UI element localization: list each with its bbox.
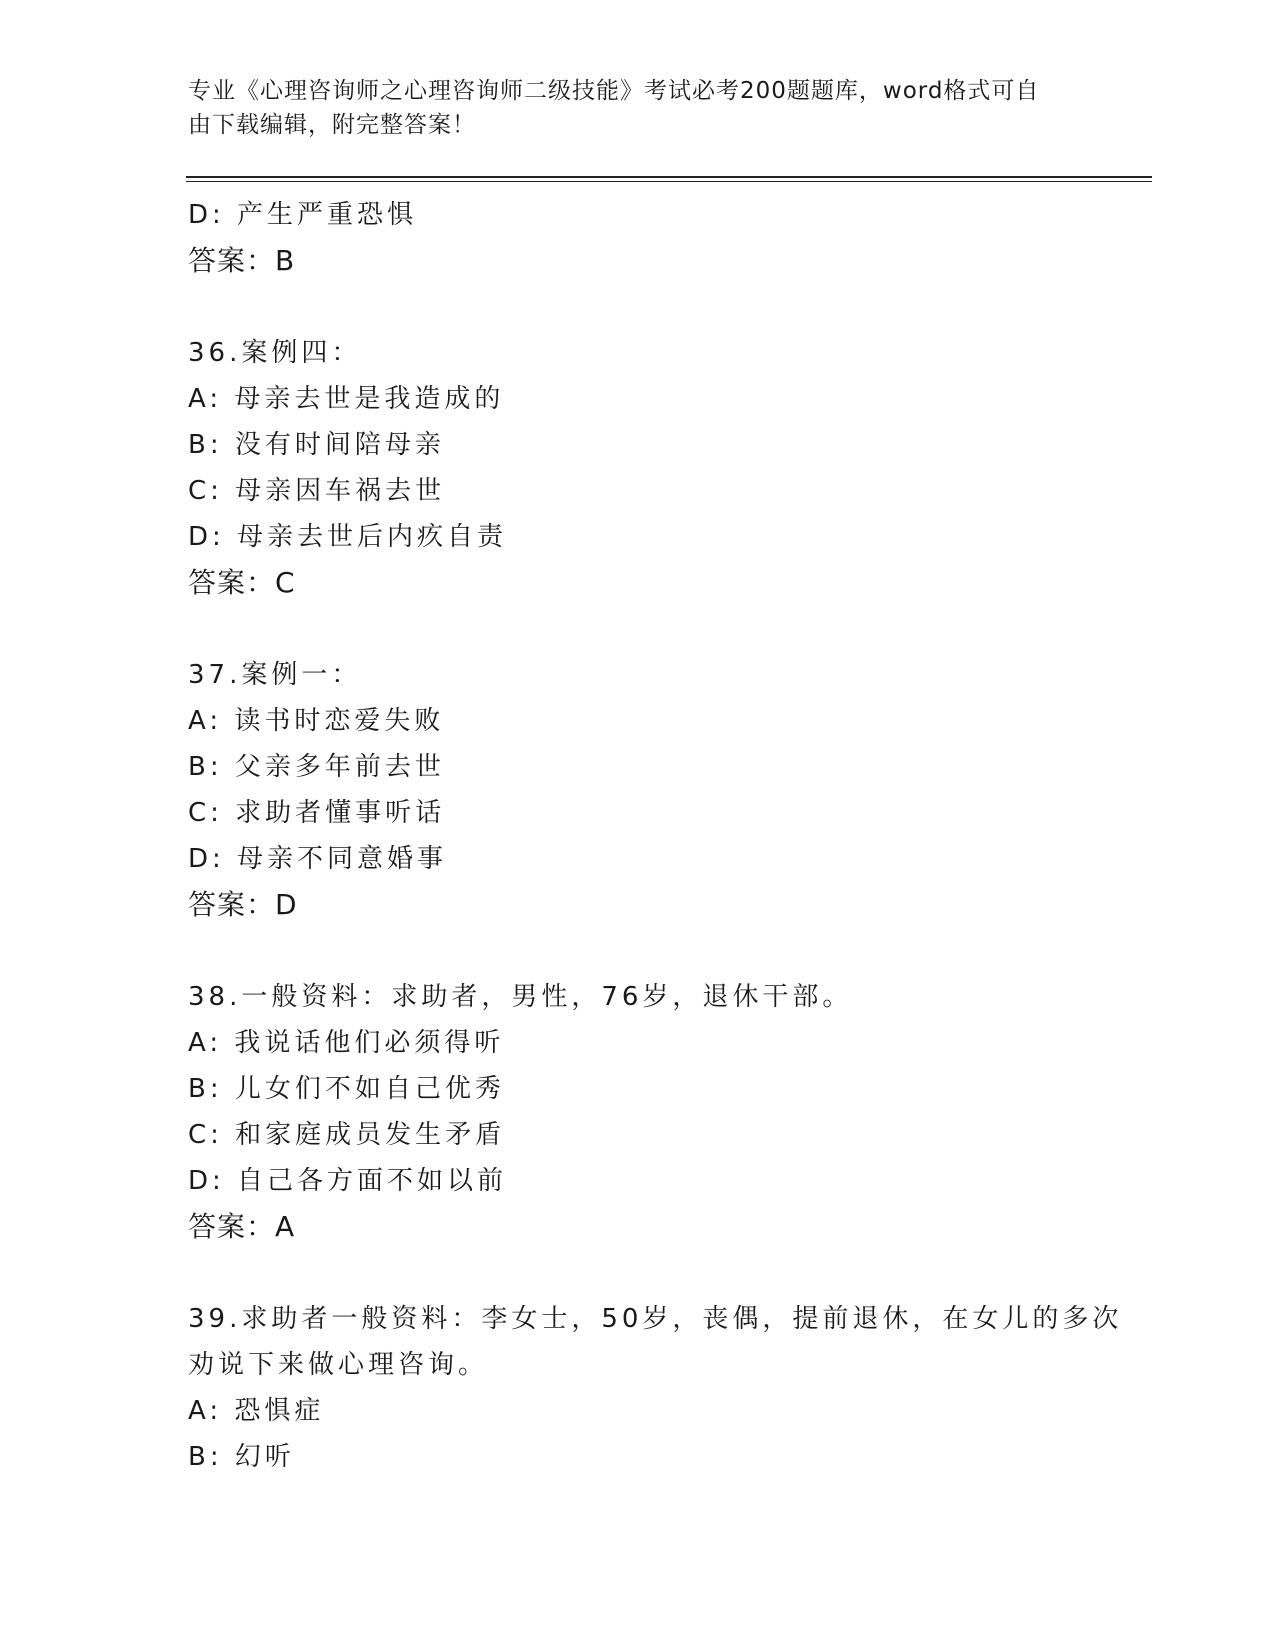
option-c: C: 母亲因车祸去世 [188, 476, 446, 506]
option-a: A: 读书时恋爱失败 [188, 706, 445, 736]
option-a: A: 我说话他们必须得听 [188, 1028, 505, 1058]
question-stem: 36.案例四： [188, 338, 362, 368]
question-stem: 38.一般资料：求助者，男性，76岁，退休干部。 [188, 982, 853, 1012]
header-title-line-2: 由下载编辑，附完整答案！ [188, 112, 476, 138]
header-divider-thick [186, 176, 1152, 178]
question-list [188, 192, 1123, 1480]
option-b: B: 父亲多年前去世 [188, 752, 445, 782]
option-b: B: 儿女们不如自己优秀 [188, 1074, 505, 1104]
document-header [188, 74, 1078, 142]
answer-line: 答案：C [188, 566, 296, 599]
question-stem-line-1: 39.求助者一般资料：李女士，50岁，丧偶，提前退休，在女儿的多次 [188, 1304, 1123, 1334]
header-divider-thin [186, 181, 1152, 182]
option-d: D: 产生严重恐惧 [188, 200, 418, 230]
question-39 [188, 1296, 1123, 1480]
question-stem: 37.案例一： [188, 660, 362, 690]
answer-line: 答案：D [188, 888, 298, 921]
option-c: C: 求助者懂事听话 [188, 798, 446, 828]
option-a: A: 恐惧症 [188, 1396, 325, 1426]
question-35-continued [188, 192, 1108, 284]
option-b: B: 没有时间陪母亲 [188, 430, 445, 460]
option-d: D: 母亲去世后内疚自责 [188, 522, 508, 552]
option-d: D: 自己各方面不如以前 [188, 1166, 508, 1196]
answer-line: 答案：B [188, 244, 296, 277]
question-37 [188, 652, 1108, 928]
answer-line: 答案：A [188, 1210, 296, 1243]
option-d: D: 母亲不同意婚事 [188, 844, 448, 874]
question-stem-line-2: 劝说下来做心理咨询。 [188, 1350, 489, 1380]
question-36 [188, 330, 1108, 606]
option-c: C: 和家庭成员发生矛盾 [188, 1120, 506, 1150]
option-b: B: 幻听 [188, 1442, 295, 1472]
header-title-line-1: 专业《心理咨询师之心理咨询师二级技能》考试必考200题题库，word格式可自 [188, 78, 1040, 104]
question-38 [188, 974, 1108, 1250]
option-a: A: 母亲去世是我造成的 [188, 384, 505, 414]
